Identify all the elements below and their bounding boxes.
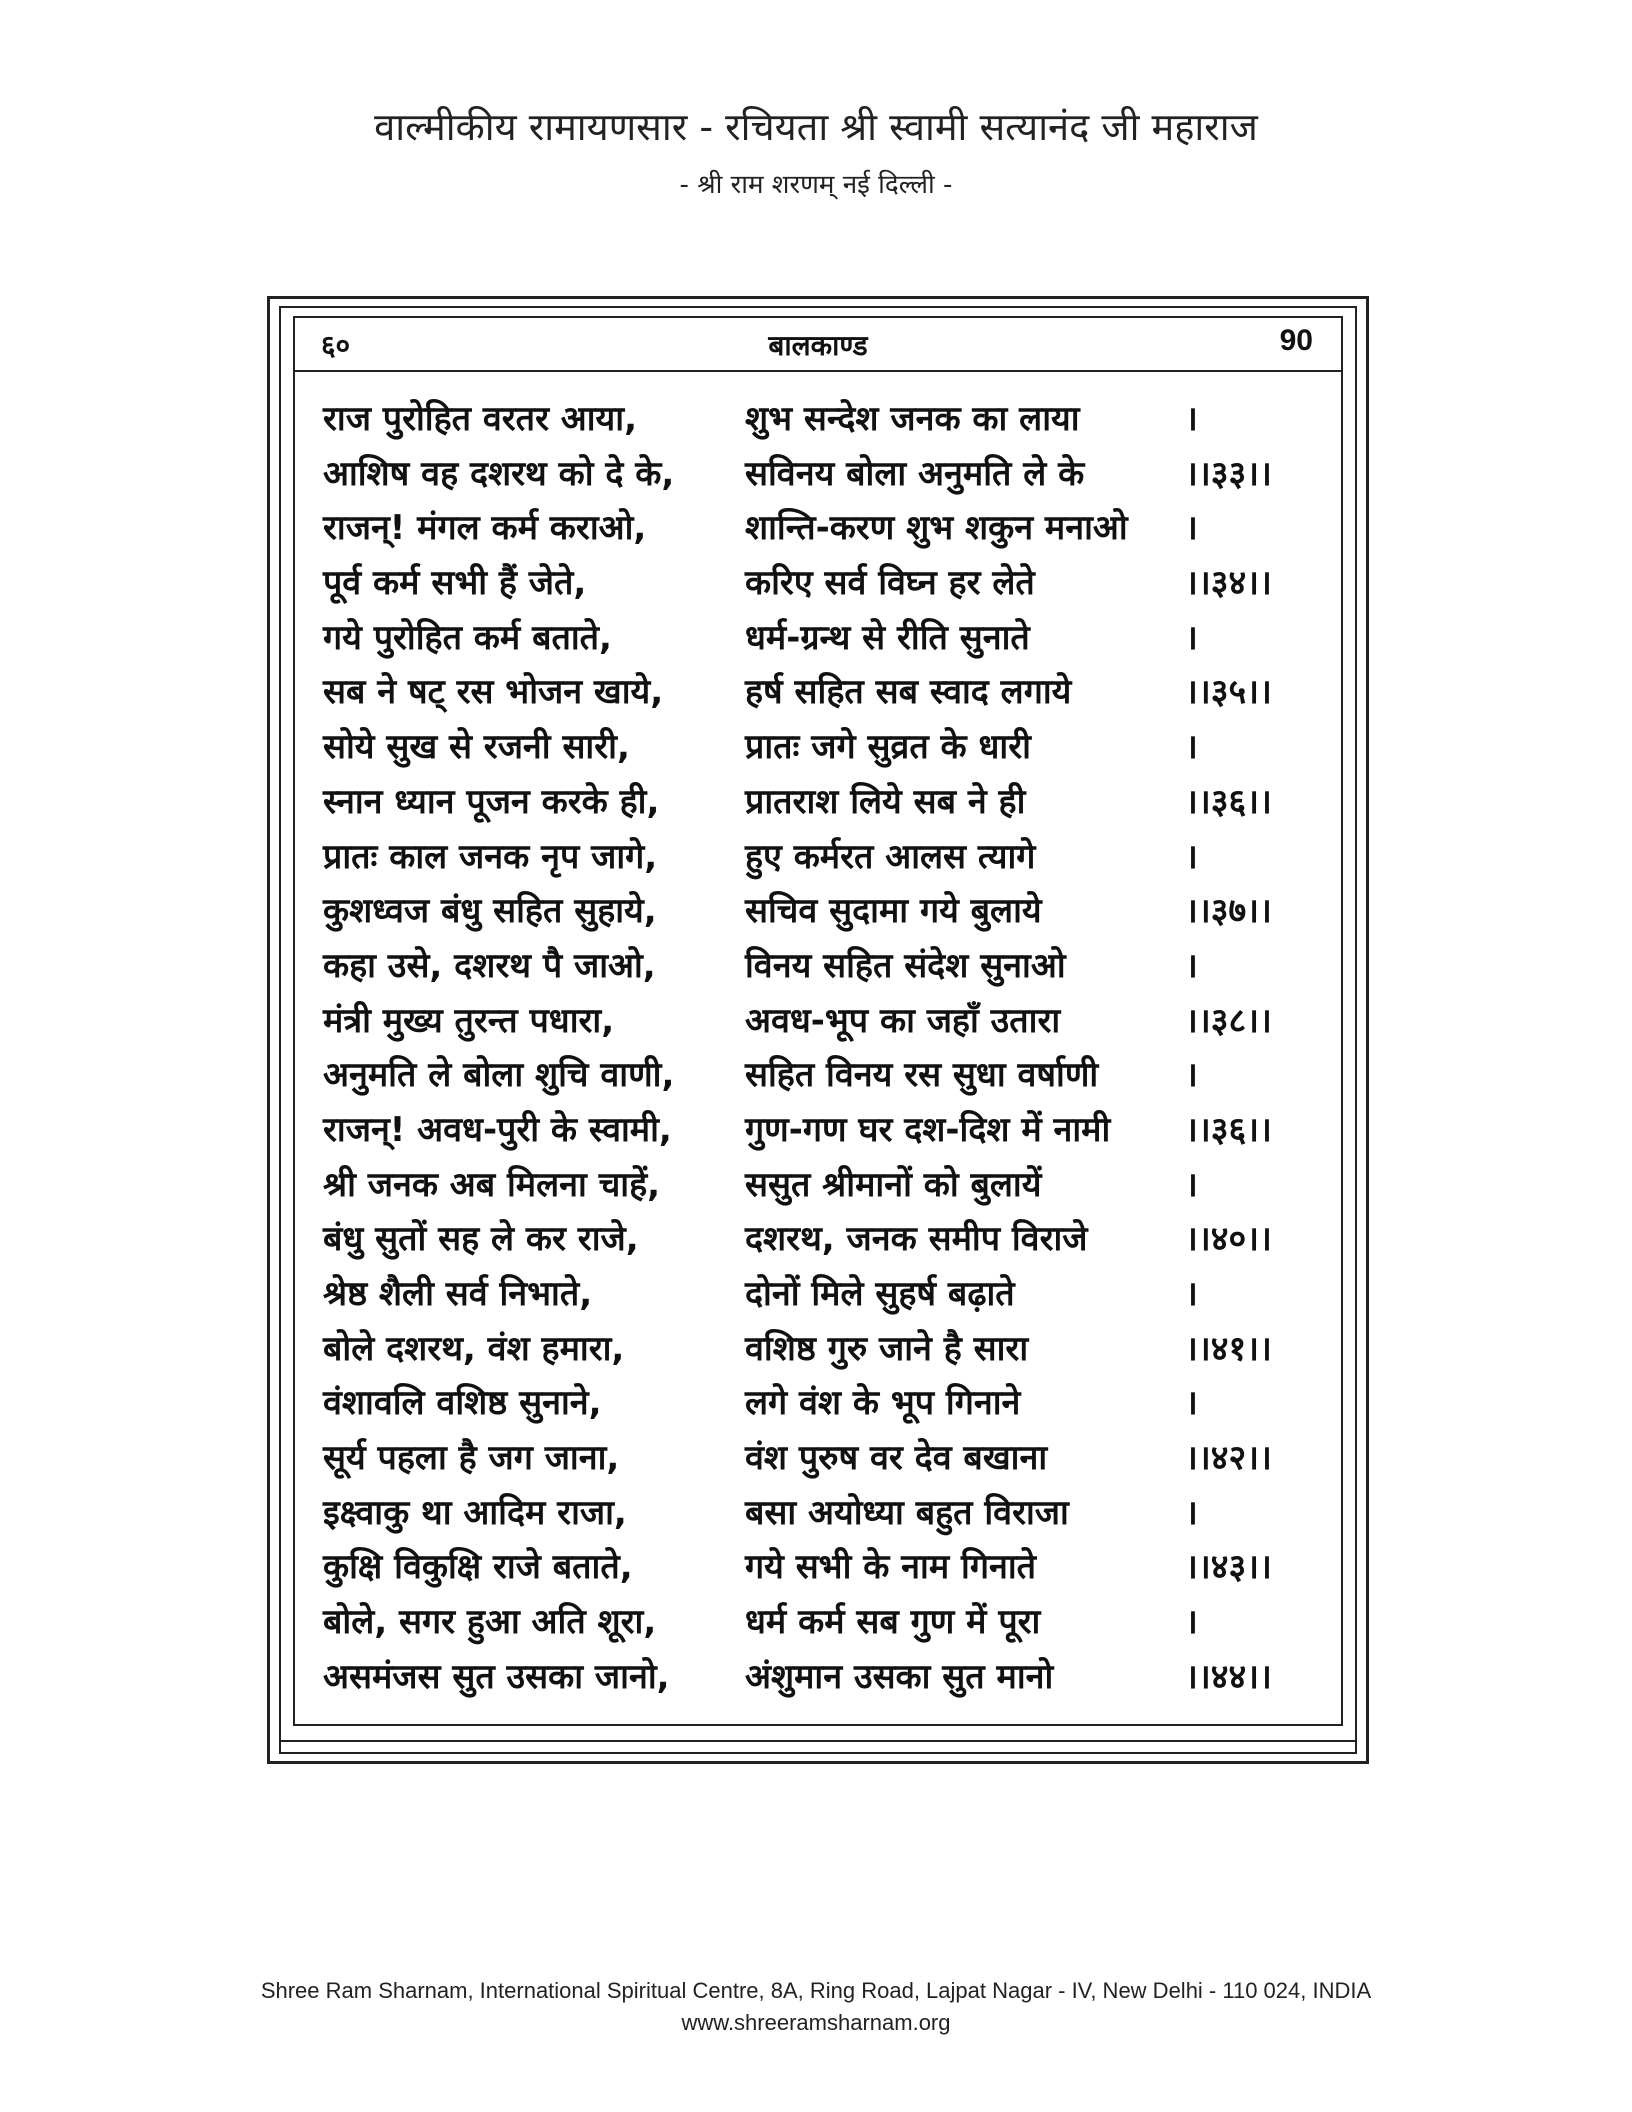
verse-number: ।।३४।। xyxy=(1185,563,1272,604)
verse-left-half: बंधु सुतों सह ले कर राजे, xyxy=(323,1219,639,1260)
verse-row xyxy=(295,1044,1341,1099)
verse-row xyxy=(295,661,1341,716)
verse-list xyxy=(295,388,1341,1701)
verse-left-half: राजन्! अवध-पुरी के स्वामी, xyxy=(323,1109,672,1150)
document-title: वाल्मीकीय रामायणसार - रचियता श्री स्वामी सत्यानंद जी महाराज xyxy=(374,105,1258,149)
verse-row xyxy=(295,1482,1341,1537)
verse-number: ।।४२।। xyxy=(1185,1438,1272,1479)
verse-row xyxy=(295,1208,1341,1263)
verse-left-half: स्नान ध्यान पूजन करके ही, xyxy=(323,781,660,822)
verse-right-half: करिए सर्व विघ्न हर लेते xyxy=(745,563,1035,604)
verse-right-half: प्रातराश लिये सब ने ही xyxy=(745,781,1026,822)
verse-left-half: राजन्! मंगल कर्म कराओ, xyxy=(323,508,647,549)
section-title: बालकाण्ड xyxy=(768,329,868,362)
verse-number: ।।४४।। xyxy=(1185,1656,1272,1697)
verse-right-half: हर्ष सहित सब स्वाद लगाये xyxy=(745,672,1072,713)
page-header-bar xyxy=(295,318,1341,372)
verse-row xyxy=(295,716,1341,771)
verse-right-half: अवध-भूप का जहाँ उतारा xyxy=(745,1000,1061,1041)
verse-number: । xyxy=(1185,617,1198,658)
verse-left-half: बोले, सगर हुआ अति शूरा, xyxy=(323,1602,657,1643)
verse-right-half: प्रातः जगे सुव्रत के धारी xyxy=(745,727,1031,768)
verse-left-half: इक्ष्वाकु था आदिम राजा, xyxy=(323,1492,627,1533)
verse-row xyxy=(295,497,1341,552)
verse-left-half: प्रातः काल जनक नृप जागे, xyxy=(323,836,658,877)
verse-number: । xyxy=(1185,1383,1198,1424)
verse-right-half: सहित विनय रस सुधा वर्षाणी xyxy=(745,1055,1099,1096)
verse-left-half: सूर्य पहला है जग जाना, xyxy=(323,1438,620,1479)
verse-right-half: गये सभी के नाम गिनाते xyxy=(745,1547,1037,1588)
verse-row xyxy=(295,1591,1341,1646)
verse-number: । xyxy=(1185,727,1198,768)
footer-website: www.shreeramsharnam.org xyxy=(681,2010,951,2035)
verse-right-half: गुण-गण घर दश-दिश में नामी xyxy=(745,1109,1111,1150)
verse-left-half: सोये सुख से रजनी सारी, xyxy=(323,727,630,768)
verse-number: ।।३८।। xyxy=(1185,1000,1272,1041)
verse-row xyxy=(295,990,1341,1045)
verse-row xyxy=(295,1099,1341,1154)
verse-number: ।।४१।। xyxy=(1185,1328,1272,1369)
verse-right-half: शान्ति-करण शुभ शकुन मनाओ xyxy=(745,508,1128,549)
verse-row xyxy=(295,552,1341,607)
verse-right-half: बसा अयोध्या बहुत विराजा xyxy=(745,1492,1069,1533)
verse-right-half: शुभ सन्देश जनक का लाया xyxy=(745,399,1080,439)
verse-left-half: कहा उसे, दशरथ पै जाओ, xyxy=(323,945,656,986)
verse-row xyxy=(295,935,1341,990)
page-frame-divider xyxy=(279,1740,1357,1742)
verse-number: ।।३७।। xyxy=(1185,891,1272,932)
verse-right-half: धर्म-ग्रन्थ से रीति सुनाते xyxy=(745,617,1030,658)
verse-number: ।।४३।। xyxy=(1185,1547,1272,1588)
verse-number: । xyxy=(1185,836,1198,877)
verse-row xyxy=(295,771,1341,826)
verse-left-half: श्रेष्ठ शैली सर्व निभाते, xyxy=(323,1274,593,1314)
verse-row xyxy=(295,1318,1341,1373)
verse-right-half: धर्म कर्म सब गुण में पूरा xyxy=(745,1602,1041,1643)
verse-right-half: लगे वंश के भूप गिनाने xyxy=(745,1383,1021,1424)
verse-left-half: असमंजस सुत उसका जानो, xyxy=(323,1656,670,1697)
verse-left-half: अनुमति ले बोला शुचि वाणी, xyxy=(323,1055,675,1096)
verse-number: । xyxy=(1185,1164,1198,1205)
verse-right-half: दशरथ, जनक समीप विराजे xyxy=(745,1219,1088,1260)
verse-right-half: अंशुमान उसका सुत मानो xyxy=(745,1656,1054,1697)
verse-left-half: कुक्षि विकुक्षि राजे बताते, xyxy=(323,1547,633,1588)
verse-row xyxy=(295,1646,1341,1701)
verse-number: । xyxy=(1185,1055,1198,1096)
verse-right-half: वंश पुरुष वर देव बखाना xyxy=(745,1438,1048,1479)
verse-row xyxy=(295,826,1341,881)
verse-row xyxy=(295,388,1341,443)
verse-row xyxy=(295,443,1341,498)
verse-number: ।।४०।। xyxy=(1185,1219,1272,1260)
verse-left-half: कुशध्वज बंधु सहित सुहाये, xyxy=(323,891,657,932)
verse-row xyxy=(295,1372,1341,1427)
verse-number: । xyxy=(1185,508,1198,549)
footer-address: Shree Ram Sharnam, International Spiritual Centre, 8A, Ring Road, Lajpat Nagar - IV, New Delhi - 110 024, INDIA xyxy=(260,1978,1372,2003)
verse-left-half: बोले दशरथ, वंश हमारा, xyxy=(323,1328,625,1369)
verse-left-half: राज पुरोहित वरतर आया, xyxy=(323,399,638,439)
verse-row xyxy=(295,1427,1341,1482)
verse-left-half: सब ने षट् रस भोजन खाये, xyxy=(323,672,664,713)
verse-row xyxy=(295,1536,1341,1591)
verse-left-half: वंशावलि वशिष्ठ सुनाने, xyxy=(323,1383,602,1424)
pdf-page-number: 90 xyxy=(1279,324,1313,357)
verse-right-half: दोनों मिले सुहर्ष बढ़ाते xyxy=(745,1274,1015,1314)
verse-left-half: आशिष वह दशरथ को दे के, xyxy=(323,453,675,494)
verse-panel xyxy=(293,316,1343,1726)
verse-number: । xyxy=(1185,1492,1198,1533)
verse-right-half: सविनय बोला अनुमति ले के xyxy=(745,453,1085,494)
verse-number: । xyxy=(1185,945,1198,986)
verse-right-half: ससुत श्रीमानों को बुलायें xyxy=(745,1164,1042,1205)
verse-left-half: श्री जनक अब मिलना चाहें, xyxy=(323,1164,661,1205)
verse-row xyxy=(295,1263,1341,1318)
verse-number: ।।३५।। xyxy=(1185,672,1272,713)
verse-row xyxy=(295,1154,1341,1209)
verse-right-half: वशिष्ठ गुरु जाने है सारा xyxy=(745,1328,1029,1369)
verse-right-half: विनय सहित संदेश सुनाओ xyxy=(745,945,1066,986)
document-subtitle: - श्री राम शरणम् नई दिल्ली - xyxy=(679,170,953,200)
verse-left-half: गये पुरोहित कर्म बताते, xyxy=(323,617,612,658)
verse-number: । xyxy=(1185,399,1198,439)
verse-right-half: हुए कर्मरत आलस त्यागे xyxy=(745,836,1036,877)
verse-number: ।।३६।। xyxy=(1185,1109,1272,1150)
verse-row xyxy=(295,607,1341,662)
verse-number: । xyxy=(1185,1274,1198,1314)
verse-number: ।।३६।। xyxy=(1185,781,1272,822)
verse-right-half: सचिव सुदामा गये बुलाये xyxy=(745,891,1042,932)
original-page-number: ६० xyxy=(321,329,351,362)
verse-number: ।।३३।। xyxy=(1185,453,1272,494)
verse-number: । xyxy=(1185,1602,1198,1643)
verse-row xyxy=(295,880,1341,935)
verse-left-half: पूर्व कर्म सभी हैं जेते, xyxy=(323,563,587,604)
verse-left-half: मंत्री मुख्य तुरन्त पधारा, xyxy=(323,1000,615,1041)
